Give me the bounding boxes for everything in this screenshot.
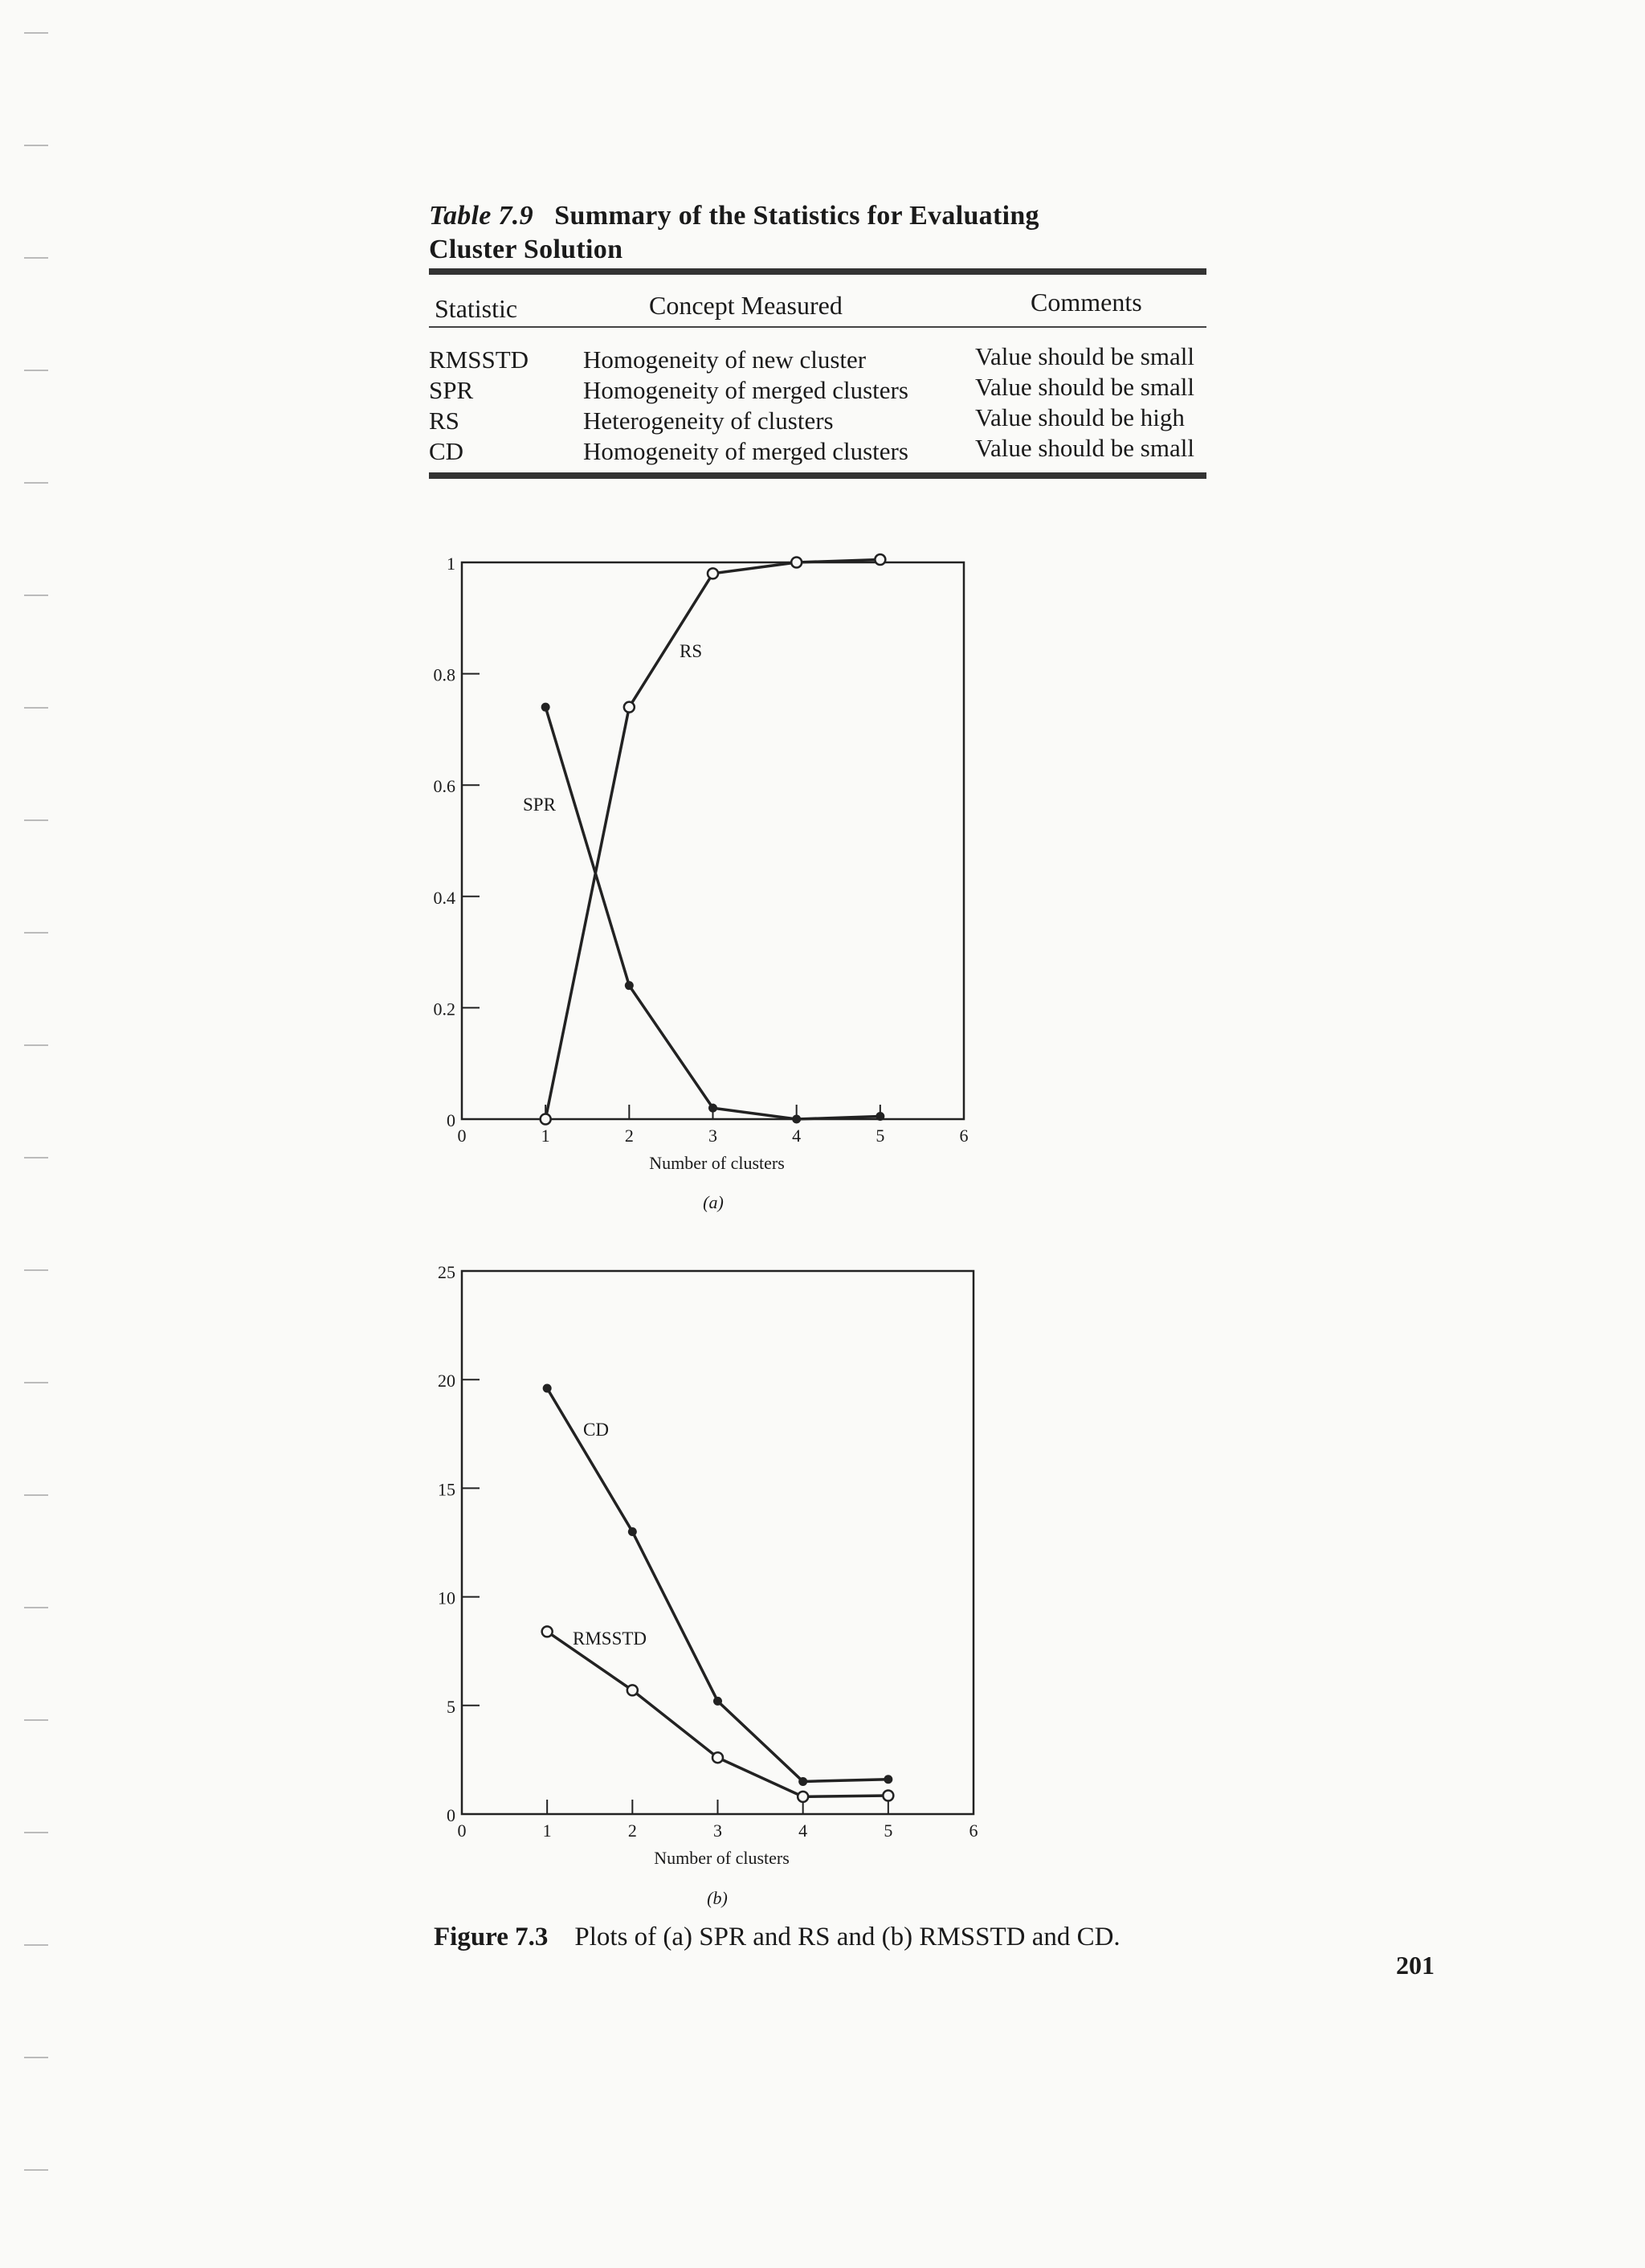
table-header-concept: Concept Measured bbox=[649, 291, 843, 320]
y-tick-label: 0 bbox=[447, 1805, 455, 1825]
x-tick-label: 3 bbox=[708, 1126, 717, 1146]
table-cell-comment: Value should be high bbox=[975, 403, 1185, 431]
table-cell-concept: Homogeneity of merged clusters bbox=[583, 376, 908, 404]
table-bottom-rule bbox=[429, 472, 1206, 479]
x-tick-label: 4 bbox=[798, 1821, 808, 1841]
x-tick-label: 3 bbox=[713, 1821, 722, 1841]
x-tick-label: 6 bbox=[959, 1126, 969, 1146]
figure-caption bbox=[434, 1923, 1120, 1952]
series-line-rs bbox=[545, 560, 880, 1119]
data-point-rmsstd bbox=[542, 1626, 553, 1637]
panel-label: (a) bbox=[703, 1192, 724, 1212]
x-tick-label: 0 bbox=[457, 1821, 467, 1841]
data-point-rmsstd bbox=[712, 1752, 723, 1763]
table-title-line-2: Cluster Solution bbox=[429, 235, 623, 264]
x-tick-label: 1 bbox=[542, 1821, 552, 1841]
table-label: Table 7.9 bbox=[429, 201, 533, 231]
data-point-spr bbox=[625, 981, 634, 990]
table-cell-statistic: SPR bbox=[429, 376, 474, 404]
x-tick-label: 5 bbox=[884, 1821, 893, 1841]
data-point-rs bbox=[791, 558, 802, 568]
series-label-cd: CD bbox=[583, 1420, 609, 1440]
data-point-cd bbox=[798, 1777, 807, 1786]
data-point-spr bbox=[541, 703, 550, 712]
table-cell-statistic: RS bbox=[429, 407, 459, 435]
table-header-comments: Comments bbox=[1031, 288, 1142, 317]
table-cell-comment: Value should be small bbox=[975, 373, 1194, 401]
x-tick-label: 0 bbox=[457, 1126, 467, 1146]
table-cell-concept: Homogeneity of new cluster bbox=[583, 345, 867, 374]
x-axis-label: Number of clusters bbox=[654, 1848, 790, 1868]
figure-caption-text: Plots of (a) SPR and RS and (b) RMSSTD and CD. bbox=[574, 1923, 1120, 1951]
data-point-rs bbox=[875, 554, 885, 565]
data-point-rs bbox=[624, 702, 635, 713]
x-tick-label: 6 bbox=[969, 1821, 978, 1841]
y-tick-label: 0.6 bbox=[433, 776, 455, 797]
data-point-cd bbox=[713, 1697, 722, 1706]
plot-frame bbox=[462, 562, 964, 1119]
x-tick-label: 2 bbox=[627, 1821, 637, 1841]
table-header-statistic: Statistic bbox=[435, 294, 518, 323]
table-cell-concept: Homogeneity of merged clusters bbox=[583, 437, 908, 465]
data-point-cd bbox=[884, 1775, 892, 1784]
data-point-rmsstd bbox=[883, 1791, 893, 1801]
series-label-rs: RS bbox=[680, 641, 703, 661]
x-tick-label: 1 bbox=[541, 1126, 550, 1146]
x-tick-label: 4 bbox=[792, 1126, 802, 1146]
x-axis-label: Number of clusters bbox=[649, 1153, 785, 1173]
series-line-cd bbox=[547, 1388, 888, 1781]
data-point-rmsstd bbox=[627, 1685, 638, 1695]
data-point-cd bbox=[628, 1527, 637, 1536]
y-tick-label: 10 bbox=[438, 1588, 455, 1608]
y-tick-label: 20 bbox=[438, 1371, 455, 1391]
series-label-spr: SPR bbox=[523, 795, 556, 815]
data-point-rs bbox=[541, 1114, 551, 1125]
plot-frame bbox=[462, 1271, 974, 1814]
table-cell-comment: Value should be small bbox=[975, 434, 1194, 462]
y-tick-label: 0.4 bbox=[433, 887, 455, 908]
y-tick-label: 0 bbox=[447, 1110, 455, 1130]
table-title: Summary of the Statistics for Evaluating bbox=[554, 201, 1039, 231]
table-title-line-1 bbox=[429, 201, 1039, 231]
figure-label: Figure 7.3 bbox=[434, 1923, 549, 1951]
table-cell-concept: Heterogeneity of clusters bbox=[583, 407, 834, 435]
y-tick-label: 5 bbox=[447, 1696, 455, 1717]
y-tick-label: 1 bbox=[447, 554, 455, 574]
table-cell-statistic: RMSSTD bbox=[429, 345, 529, 374]
panel-label: (b) bbox=[707, 1888, 728, 1908]
table-top-rule bbox=[429, 268, 1206, 275]
x-tick-label: 5 bbox=[876, 1126, 885, 1146]
data-point-spr bbox=[792, 1115, 801, 1124]
table-cell-statistic: CD bbox=[429, 437, 464, 465]
x-tick-label: 2 bbox=[624, 1126, 634, 1146]
y-tick-label: 0.2 bbox=[433, 999, 455, 1020]
data-point-spr bbox=[708, 1104, 717, 1113]
series-line-rmsstd bbox=[547, 1632, 888, 1797]
data-point-spr bbox=[876, 1112, 884, 1121]
y-tick-label: 25 bbox=[438, 1262, 455, 1282]
y-tick-label: 0.8 bbox=[433, 664, 455, 685]
data-point-rmsstd bbox=[798, 1792, 808, 1802]
series-label-rmsstd: RMSSTD bbox=[573, 1628, 647, 1649]
table-header-rule bbox=[429, 326, 1206, 328]
table-cell-comment: Value should be small bbox=[975, 342, 1194, 370]
data-point-rs bbox=[708, 568, 718, 578]
data-point-cd bbox=[543, 1384, 552, 1393]
page-number: 201 bbox=[1396, 1951, 1435, 1980]
series-line-spr bbox=[545, 707, 880, 1119]
y-tick-label: 15 bbox=[438, 1479, 455, 1500]
